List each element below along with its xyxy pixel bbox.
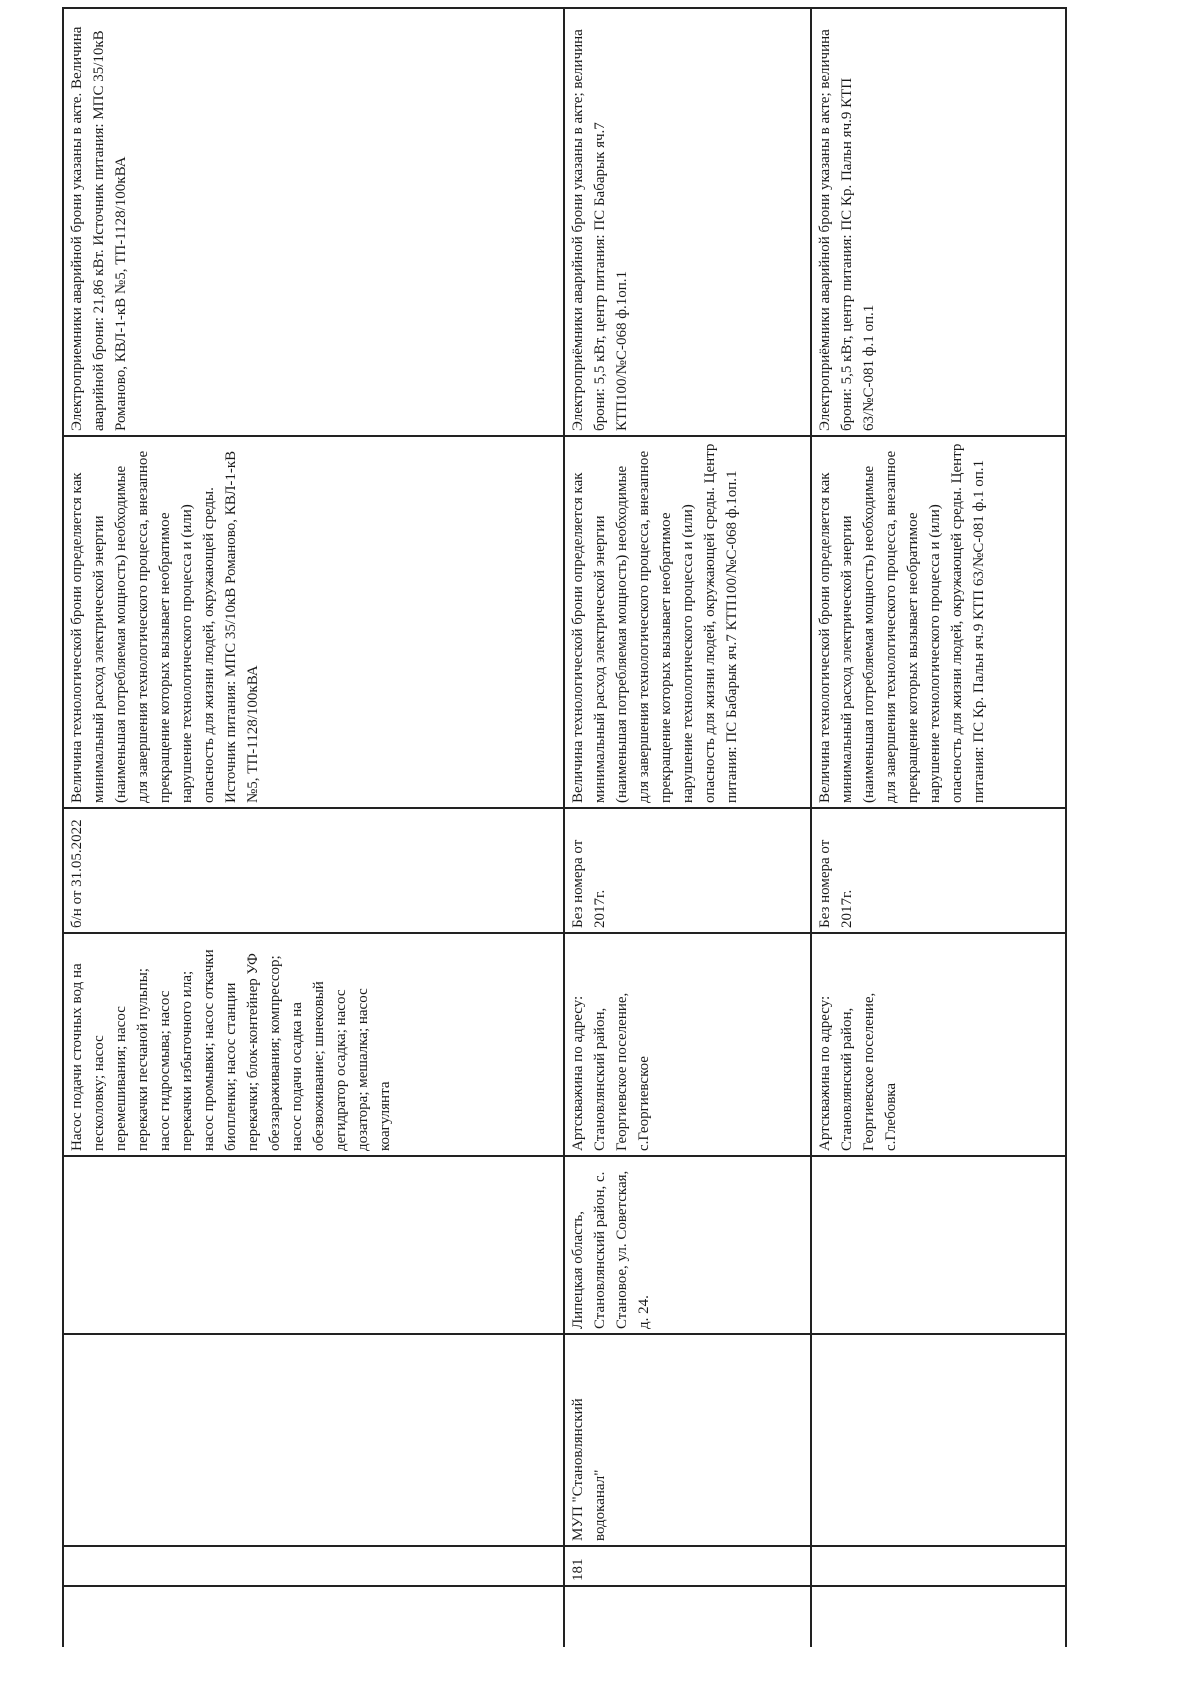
col-line-tech-left bbox=[62, 808, 1065, 810]
row1-tech-cell bbox=[64, 439, 562, 807]
col-line-org-left bbox=[62, 1546, 1065, 1548]
row1-objects-text: Насос подачи сточных вод на песколовку; насос перемешивания; насос перекачки песчаной пульпы; насос гидросмыва; насос перекачки избыточного ила; насос промывки; насос откачки биопленки; насос станции перекачки; блок-контейнер УФ обеззараживания; компрессор; насос подачи осадка на обезвоживание; шнековый дегидратор осадка; насос дозатора; мешалка; насос коагулянта bbox=[69, 949, 393, 1151]
row3-objects-text: Артскважина по адресу: Становлянский район, Георгиевское поселение, с.Глебовка bbox=[817, 992, 899, 1151]
col-line-num-left bbox=[62, 1586, 1065, 1588]
row2-act-text: Без номера от 2017г. bbox=[570, 839, 608, 928]
col-line-objects-left bbox=[62, 1156, 1065, 1158]
row2-emerg-text: Электроприёмники аварийной брони указаны в акте; величина брони: 5,5 кВт, центр питания: ПС Бабарык яч.7 КТП100/№С-068 ф.1оп.1 bbox=[570, 29, 630, 431]
row2-tech-text: Величина технологической брони определяется как минимальный расход электрической энергии (наименьшая потребляемая мощность) необходимые для завершения технологического процесса, внезапное прекращение которых вызывает необратимое нарушение технологического процесса и (или) опасность для жизни людей, окружающей среды. Центр питания: ПС Бабарык яч.7 КТП100/№С-068 ф.1оп.1 bbox=[570, 443, 740, 803]
row2-org-text: МУП "Становлянский водоканал" bbox=[570, 1398, 608, 1541]
row3-objects-cell bbox=[812, 935, 1064, 1155]
row3-tech-cell bbox=[812, 439, 1064, 807]
row2-num-cell bbox=[565, 1547, 809, 1585]
table-bottom-border bbox=[1065, 7, 1067, 1647]
row3-emerg-text: Электроприёмники аварийной брони указаны в акте; величина брони: 5,5 кВт, центр питания: ПС Кр. Пальн яч.9 КТП 63/№С-081 ф.1 оп.1 bbox=[817, 29, 877, 431]
row2-num-text: 181 bbox=[570, 1558, 586, 1581]
col-line-act-left bbox=[62, 933, 1065, 935]
row2-address-cell bbox=[565, 1157, 809, 1333]
col-line-right bbox=[62, 8, 1065, 10]
row2-objects-text: Артскважина по адресу: Становлянский район, Георгиевское поселение, с.Георгиевское bbox=[570, 992, 652, 1151]
row3-act-cell bbox=[812, 810, 1064, 932]
row3-emerg-cell bbox=[812, 10, 1064, 435]
row3-act-text: Без номера от 2017г. bbox=[817, 839, 855, 928]
row1-objects-cell bbox=[64, 935, 562, 1155]
row2-objects-cell bbox=[565, 935, 809, 1155]
row1-act-cell bbox=[64, 810, 562, 932]
row2-org-cell bbox=[565, 1337, 809, 1545]
row2-act-cell bbox=[565, 810, 809, 932]
row2-address-text: Липецкая область, Становлянский район, с. Становое, ул. Советская, д. 24. bbox=[570, 1170, 652, 1329]
row1-tech-text: Величина технологической брони определяется как минимальный расход электрической энергии (наименьшая потребляемая мощность) необходимые для завершения технологического процесса, внезапное прекращение которых вызывает необратимое нарушение технологического процесса и (или) опасность для жизни людей, окружающей среды. Источник питания: МПС 35/10кВ Романово, КВЛ-1-кВ №5, ТП-1128/100кВА bbox=[69, 450, 261, 803]
row1-act-text: б/н от 31.05.2022 bbox=[69, 819, 85, 928]
row2-tech-cell bbox=[565, 439, 809, 807]
col-line-emerg-left bbox=[62, 436, 1065, 438]
row2-emerg-cell bbox=[565, 10, 809, 435]
row1-emerg-cell bbox=[64, 10, 562, 435]
row1-emerg-text: Электроприемники аварийной брони указаны в акте. Величина аварийной брони: 21,86 кВт. Источник питания: МПС 35/10кВ Романово, КВЛ-1-кВ №5, ТП-1128/100кВА bbox=[69, 26, 129, 431]
row3-tech-text: Величина технологической брони определяется как минимальный расход электрической энергии (наименьшая потребляемая мощность) необходимые для завершения технологического процесса, внезапное прекращение которых вызывает необратимое нарушение технологического процесса и (или) опасность для жизни людей, окружающей среды. Центр питания: ПС Кр. Пальн яч.9 КТП 63/№С-081 ф.1 оп.1 bbox=[817, 443, 987, 803]
col-line-address-left bbox=[62, 1334, 1065, 1336]
